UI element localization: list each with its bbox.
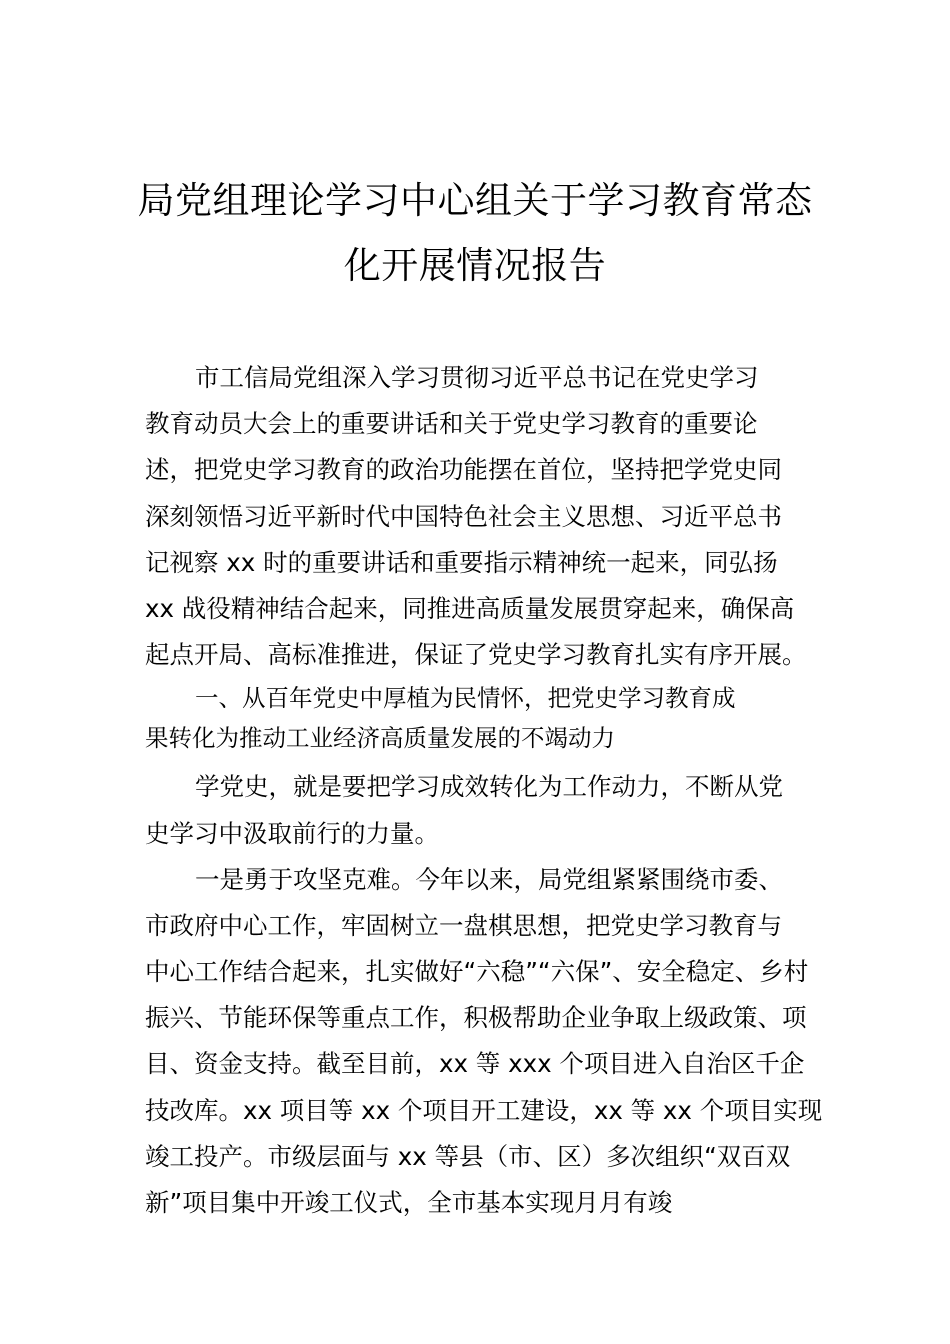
paragraph-line: 中心工作结合起来，扎实做好“六稳”“六保”、安全稳定、乡村	[145, 957, 809, 987]
section-heading	[145, 678, 817, 758]
paragraph-line: 述，把党史学习教育的政治功能摆在首位，坚持把学党史同	[145, 455, 782, 485]
paragraph-line: 振兴、节能环保等重点工作，积极帮助企业争取上级政策、项	[145, 1003, 807, 1033]
paragraph-line: 起点开局、高标准推进，保证了党史学习教育扎实有序开展。	[145, 640, 807, 670]
paragraph-line: 史学习中汲取前行的力量。	[145, 818, 439, 848]
paragraph-line: xx 战役精神结合起来，同推进高质量发展贯穿起来，确保高	[145, 593, 795, 623]
paragraph-line: 学党史，就是要把学习成效转化为工作动力，不断从党	[195, 772, 783, 802]
paragraph-line: 记视察 xx 时的重要讲话和重要指示精神统一起来，同弘扬	[145, 547, 778, 577]
paragraph-line: 深刻领悟习近平新时代中国特色社会主义思想、习近平总书	[145, 501, 782, 531]
paragraph-line: 技改库。xx 项目等 xx 个项目开工建设，xx 等 xx 个项目实现	[145, 1095, 823, 1125]
paragraph-line: 竣工投产。市级层面与 xx 等县（市、区）多次组织“双百双	[145, 1141, 791, 1171]
paragraph-line: 新”项目集中开竣工仪式，全市基本实现月月有竣	[145, 1188, 673, 1217]
document-title-line-1: 局党组理论学习中心组关于学习教育常态	[137, 179, 813, 222]
paragraph-line: 教育动员大会上的重要讲话和关于党史学习教育的重要论	[145, 409, 758, 439]
document-body	[145, 355, 823, 1226]
section-heading-line: 果转化为推动工业经济高质量发展的不竭动力	[145, 724, 615, 753]
paragraph-line: 市工信局党组深入学习贯彻习近平总书记在党史学习	[195, 363, 759, 392]
section-heading-line: 一、从百年党史中厚植为民情怀，把党史学习教育成	[195, 684, 736, 713]
paragraph-intro	[145, 355, 817, 678]
paragraph-line: 目、资金支持。截至目前，xx 等 xxx 个项目进入自治区千企	[145, 1049, 805, 1079]
paragraph-line: 一是勇于攻坚克难。今年以来，局党组紧紧围绕市委、	[195, 864, 783, 894]
paragraph-2	[145, 764, 817, 856]
paragraph-line: 市政府中心工作，牢固树立一盘棋思想，把党史学习教育与	[145, 910, 782, 940]
document-title-line-2: 化开展情况报告	[343, 244, 607, 287]
paragraph-3	[145, 857, 823, 1227]
